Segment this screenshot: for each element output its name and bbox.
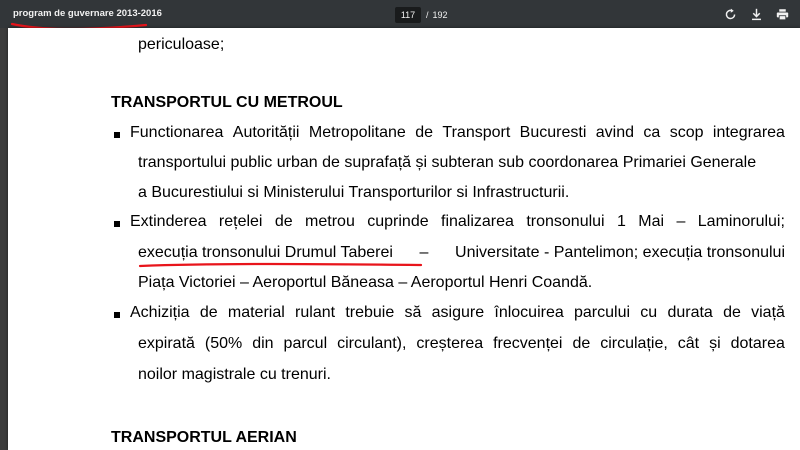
bullet1-line1: Functionarea Autorității Metropolitane de Transport Bucuresti avind ca scop integrarea xyxy=(130,124,785,141)
rotate-icon xyxy=(724,8,737,21)
bullet3-line1: Achiziția de material rulant trebuie să asigure înlocuirea parcului cu durata de viață xyxy=(130,304,785,321)
bullet2-line3: Piața Victoriei – Aeroportul Băneasa – Aeroportul Henri Coandă. xyxy=(138,274,593,291)
bullet2-line2: execuția tronsonului Drumul Taberei – Universitate - Pantelimon; execuția tronsonului xyxy=(138,244,785,261)
rotate-button[interactable] xyxy=(722,6,738,22)
page-counter xyxy=(395,6,448,23)
total-pages: 192 xyxy=(432,9,448,20)
bullet1-line3: a Bucurestiului si Ministerului Transporturilor si Infrastructurii. xyxy=(138,184,570,201)
bullet3-line3: noilor magistrale cu trenuri. xyxy=(138,366,331,383)
highlighted-phrase: execuția tronsonului Drumul Taberei xyxy=(138,244,393,261)
pdf-toolbar xyxy=(0,0,800,28)
phrase-ink-underline xyxy=(138,260,423,270)
pdf-page xyxy=(8,28,800,450)
page-number-input[interactable] xyxy=(395,7,421,23)
document-title: program de guvernare 2013-2016 xyxy=(13,8,162,19)
download-button[interactable] xyxy=(748,6,764,22)
bullet1-line2: transportului public urban de suprafață și subteran sub coordonarea Primariei Generale xyxy=(138,154,757,171)
bullet-marker xyxy=(114,221,120,227)
page-separator: / xyxy=(426,9,429,20)
print-button[interactable] xyxy=(774,6,790,22)
bullet2-line1: Extinderea rețelei de metrou cuprinde finalizarea tronsonului 1 Mai – Laminorului; xyxy=(130,213,785,230)
print-icon xyxy=(776,8,789,21)
paragraph-tail: periculoase; xyxy=(138,36,225,53)
section-heading-air: TRANSPORTUL AERIAN xyxy=(111,429,297,446)
download-icon xyxy=(750,8,763,21)
bullet-marker xyxy=(114,132,120,138)
bullet-marker xyxy=(114,312,120,318)
section-heading-metro: TRANSPORTUL CU METROUL xyxy=(111,94,343,111)
bullet3-line2: expirată (50% din parcul circulant), creșterea frecvenței de circulație, cât și dotarea xyxy=(138,335,785,352)
